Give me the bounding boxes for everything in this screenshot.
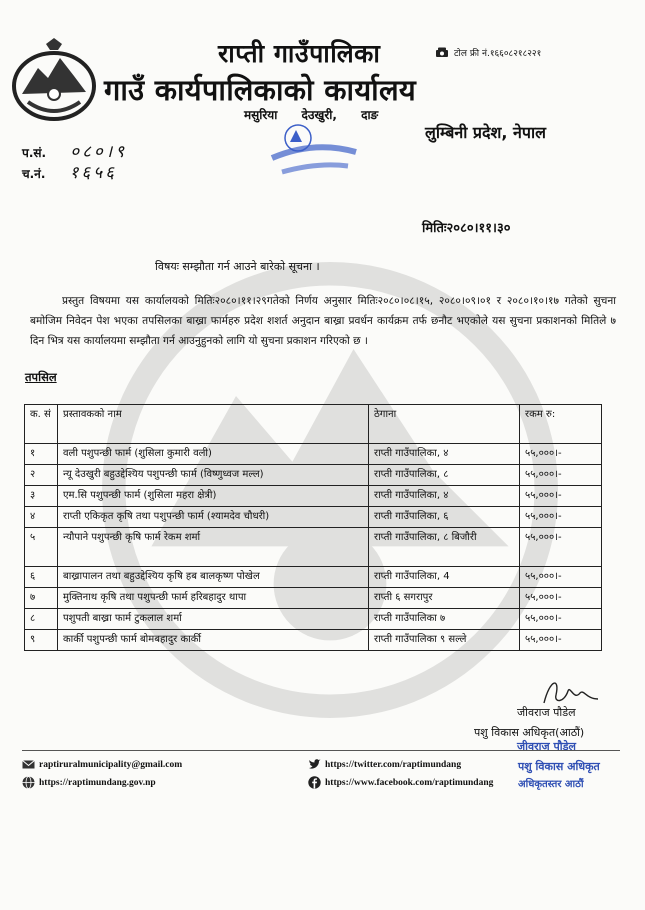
globe-icon <box>22 776 35 789</box>
cell-name: न्यौपाने पशुपन्छी कृषि फार्म रेकम शर्मा <box>58 528 369 567</box>
footer-website[interactable] <box>22 776 156 789</box>
table-row <box>25 486 602 507</box>
province: लुम्बिनी प्रदेश, नेपाल <box>425 123 547 142</box>
table-header-row <box>25 405 602 444</box>
website-link[interactable]: https://raptimundang.gov.np <box>39 777 156 788</box>
cn-label: च.नं. <box>22 167 46 181</box>
table-row <box>25 609 602 630</box>
cell-address: राप्ती गाउँपालिका ९ सल्ले <box>369 630 520 651</box>
cell-serial: १ <box>25 444 58 465</box>
stamp-name: जीवराज पौडेल <box>517 740 576 753</box>
table-body <box>25 444 602 651</box>
cell-amount: ५५,०००।- <box>520 588 602 609</box>
email-link[interactable]: raptiruralmunicipality@gmail.com <box>39 759 183 770</box>
table-row <box>25 567 602 588</box>
cell-amount: ५५,०००।- <box>520 528 602 567</box>
table-row <box>25 507 602 528</box>
reference-cn <box>22 160 117 183</box>
cell-amount: ५५,०००।- <box>520 465 602 486</box>
table-row <box>25 630 602 651</box>
phone-icon <box>435 47 449 58</box>
cell-amount: ५५,०००।- <box>520 444 602 465</box>
footer-divider <box>22 750 620 751</box>
tapasil-heading: तपसिल <box>25 370 57 384</box>
cn-value: १६५६ <box>69 163 117 183</box>
table-row <box>25 444 602 465</box>
mail-icon <box>22 758 35 771</box>
cell-serial: ४ <box>25 507 58 528</box>
cell-name: एम.सि पशुपन्छी फार्म (शुसिला महरा क्षेत्री) <box>58 486 369 507</box>
applicants-table <box>24 404 602 651</box>
letter-subject: विषयः सम्झौता गर्न आउने बारेको सूचना । <box>155 260 320 273</box>
cell-address: राप्ती गाउँपालिका ७ <box>369 609 520 630</box>
reference-ps <box>22 139 127 162</box>
footer-facebook[interactable] <box>308 776 493 789</box>
table-row <box>25 465 602 486</box>
office-name: राप्ती गाउँपालिका <box>218 39 381 68</box>
cell-address: राप्ती गाउँपालिका, ४ <box>369 486 520 507</box>
facebook-icon <box>308 776 321 789</box>
cell-amount: ५५,०००।- <box>520 609 602 630</box>
cell-amount: ५५,०००।- <box>520 567 602 588</box>
cell-serial: ९ <box>25 630 58 651</box>
cell-serial: ५ <box>25 528 58 567</box>
cell-name: मुक्तिनाथ कृषि तथा पशुपन्छी फार्म हरिबहादुर थापा <box>58 588 369 609</box>
table-row <box>25 528 602 567</box>
cell-address: राप्ती गाउँपालिका, ८ बिजौरी <box>369 528 520 567</box>
header-name: प्रस्तावकको नाम <box>58 405 369 444</box>
cell-address: राप्ती गाउँपालिका, ६ <box>369 507 520 528</box>
cell-name: पशुपती बाख्रा फार्म टुकलाल शर्मा <box>58 609 369 630</box>
header-serial: क. सं <box>25 405 58 444</box>
cell-address: राप्ती गाउँपालिका, 4 <box>369 567 520 588</box>
ps-label: प.सं. <box>22 146 47 160</box>
cell-address: राप्ती ६ सगरापुर <box>369 588 520 609</box>
cell-serial: ८ <box>25 609 58 630</box>
cell-serial: २ <box>25 465 58 486</box>
twitter-icon <box>308 758 321 771</box>
signer-name: जीवराज पौडेल <box>517 706 576 719</box>
office-subtitle: गाउँ कार्यपालिकाको कार्यालय <box>104 73 417 107</box>
cell-amount: ५५,०००।- <box>520 630 602 651</box>
table-row <box>25 588 602 609</box>
cell-amount: ५५,०००।- <box>520 507 602 528</box>
office-address: मसुरिया देउखुरी, दाङ <box>244 108 379 122</box>
stamp-level: अधिकृतस्तर आठौं <box>518 779 584 790</box>
cell-address: राप्ती गाउँपालिका, ८ <box>369 465 520 486</box>
nepal-emblem-logo <box>8 36 100 122</box>
cell-name: वली पशुपन्छी फार्म (शुसिला कुमारी वली) <box>58 444 369 465</box>
phone-number: टोल फ्री नं.१६६०८२१८२२१ <box>454 49 542 59</box>
facebook-link[interactable]: https://www.facebook.com/raptimundang <box>325 777 494 788</box>
office-seal-stamp <box>268 118 360 178</box>
cell-serial: ७ <box>25 588 58 609</box>
footer-email[interactable] <box>22 758 182 771</box>
cell-amount: ५५,०००।- <box>520 486 602 507</box>
signature-mark <box>540 673 602 709</box>
cell-serial: ६ <box>25 567 58 588</box>
header-amount: रकम रु: <box>520 405 602 444</box>
phone-contact <box>435 46 541 59</box>
letter-date: मितिः२०८०।११।३० <box>422 221 511 236</box>
ps-value: ०८०।९ <box>70 142 128 162</box>
cell-name: बाख्रापालन तथा बहुउद्देश्यिय कृषि हब बालकृष्ण पोखेल <box>58 567 369 588</box>
stamp-designation: पशु विकास अधिकृत <box>518 760 600 773</box>
cell-name: न्यू देउखुरी बहुउद्देश्यिय पशुपन्छी फार्म (विष्णुध्वज मल्ल) <box>58 465 369 486</box>
twitter-link[interactable]: https://twitter.com/raptimundang <box>325 759 462 770</box>
footer-twitter[interactable] <box>308 758 461 771</box>
cell-name: राप्ती एकिकृत कृषि तथा पशुपन्छी फार्म (श्यामदेव चौधरी) <box>58 507 369 528</box>
cell-address: राप्ती गाउँपालिका, ४ <box>369 444 520 465</box>
cell-name: कार्की पशुपन्छी फार्म बोमबहादुर कार्की <box>58 630 369 651</box>
signer-designation: पशु विकास अधिकृत(आठौं) <box>474 726 585 739</box>
cell-serial: ३ <box>25 486 58 507</box>
letter-body: प्रस्तुत विषयमा यस कार्यालयको मितिः२०८०।११।२९गतेको निर्णय अनुसार मितिः२०८०।०८।१५, २०८०।०९।०१ र २०८०।१०।१७ गतेको सुचना बमोजिम निवेदन पेश भएका तपसिलका बाख्रा फार्महरु प्रदेश शशर्त अनुदान बाख्रा प्रवर्धन कार्यक्रम तर्फ छनौट भएकोले यस सुचना प्रकाशनको मितिले ७ दिन भित्र यस कार्यालयमा सम्झौता गर्न आउनुहुनको लागि यो सुचना प्रकाशन गरिएको छ । <box>30 295 616 347</box>
header-address: ठेगाना <box>369 405 520 444</box>
